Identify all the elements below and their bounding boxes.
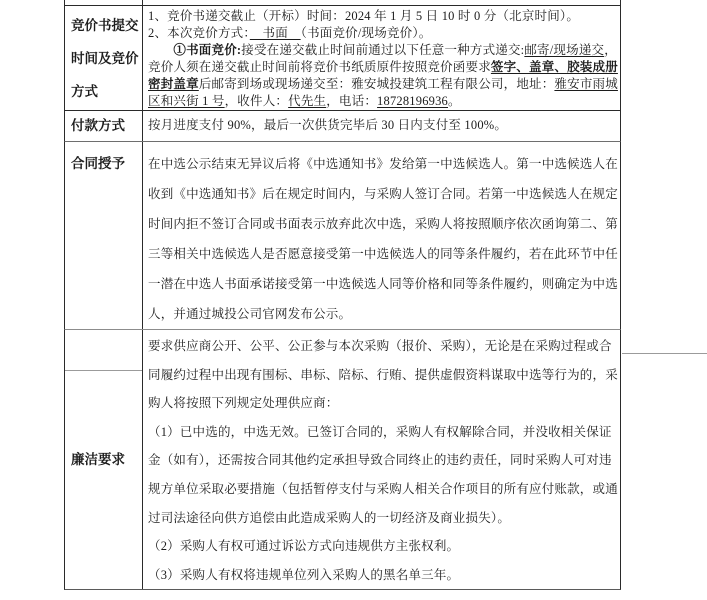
text-segment: 。 <box>448 94 461 108</box>
text-segment: （书面竞价/现场竞价）。 <box>300 26 432 40</box>
text-segment: 按月进度支付 90%，最后一次供货完毕后 30 日内支付至 100%。 <box>148 118 508 132</box>
row-label-cell <box>65 330 143 589</box>
text-line <box>148 117 618 134</box>
text-segment: 廉洁要求 <box>71 451 125 467</box>
table-row-payment-method <box>64 111 621 142</box>
text-segment: 时间内拒不签订合同或书面表示放弃此次中选，采购人将按照顺序依次函询第二、第 <box>148 217 618 231</box>
text-line <box>148 561 618 589</box>
text-segment: 方式 <box>71 83 98 99</box>
stub-content-cell <box>143 0 620 5</box>
row-content-cell <box>143 6 620 110</box>
text-segment: 人，并通过城投公司官网发布公示。 <box>148 307 352 321</box>
text-line <box>148 76 618 93</box>
text-segment: 邮寄/现场递交 <box>524 43 605 57</box>
text-segment: 一潜在中选人书面承诺接受第一中选候选人同等价格和同等条件履约，则确定为中选 <box>148 277 618 291</box>
text-line <box>148 93 618 110</box>
text-segment: 18728196936 <box>377 94 448 108</box>
text-segment: 区和兴街 1 号 <box>148 94 225 108</box>
text-line <box>71 452 125 468</box>
text-segment: 接受在递交截止时间前通过以下任意一种方式递交: <box>241 43 525 57</box>
document-table <box>64 0 621 590</box>
scan-artifact-line <box>622 353 707 354</box>
text-segment: 收到《中选通知书》后在规定时间内，与采购人签订合同。若第一中选候选人在规定 <box>148 187 618 201</box>
text-line <box>148 389 618 418</box>
text-segment: （3）采购人有权将违规单位列入采购人的黑名单三年。 <box>148 567 460 582</box>
text-line <box>148 8 618 25</box>
table-row-bid-submission <box>64 6 621 111</box>
text-line <box>148 269 618 299</box>
text-segment: 签字、盖章、胶装成册 <box>490 60 618 74</box>
text-line <box>71 9 139 42</box>
stub-label-cell <box>65 0 143 5</box>
text-segment: ，收件人： <box>224 94 289 108</box>
text-line <box>148 299 618 329</box>
row-content-cell <box>143 330 620 589</box>
text-segment: ， <box>604 43 617 57</box>
text-line <box>71 75 98 108</box>
table-row-integrity-requirements <box>64 330 621 590</box>
text-segment: ，电话： <box>326 94 378 108</box>
row-label-cell <box>65 6 143 110</box>
text-segment: 竞价人须在递交截止时间前将竞价书纸质原件按照竞价函要求 <box>148 60 491 74</box>
scan-artifact-line <box>65 370 142 371</box>
text-segment: 三等相关中选候选人是否愿意接受第一中选候选人的同等条件履约，若在此环节中任 <box>148 247 618 261</box>
text-segment: 后邮寄到场或现场递交至：雅安城投建筑工程有限公司，地址： <box>198 77 555 91</box>
text-line <box>148 25 618 42</box>
table-row-contract-award <box>64 142 621 330</box>
text-line <box>148 532 618 561</box>
row-label-cell <box>65 142 143 329</box>
text-line <box>148 59 618 76</box>
text-segment: 合同授予 <box>71 156 125 171</box>
text-segment: 同履约过程中出现有围标、串标、陪标、行贿、提供虚假资料谋取中选等行为的，采 <box>148 367 618 382</box>
text-line <box>148 42 618 59</box>
text-segment: 2、本次竞价方式： <box>148 26 250 40</box>
text-segment: 金（如有），还需按合同其他约定承担导致合同终止的违约责任，同时采购人可对违 <box>148 453 612 468</box>
text-line <box>148 418 618 447</box>
row-content-cell <box>143 142 620 329</box>
text-line <box>148 475 618 504</box>
text-segment: 过司法途径向供方追偿由此造成采购人的一切经济及商业损失）。 <box>148 510 511 525</box>
text-segment: 书面 <box>249 26 301 40</box>
text-segment: 1、竞价书递交截止（开标）时间：2024 年 1 月 5 日 10 时 0 分（北京时间）。 <box>148 9 580 23</box>
text-segment <box>148 43 173 57</box>
row-content-cell <box>143 111 620 141</box>
text-segment: 在中选公示结束无异议后将《中选通知书》发给第一中选候选人。第一中选候选人在 <box>148 157 618 171</box>
text-segment: 竞价书提交 <box>71 17 139 33</box>
text-segment: 规方单位采取必要措施（包括暂停支付与采购人相关合作项目的所有应付账款，或通 <box>148 481 618 496</box>
text-segment: 付款方式 <box>71 118 125 133</box>
text-line <box>148 209 618 239</box>
text-line <box>148 361 618 390</box>
text-segment: 代先生 <box>288 94 327 108</box>
text-segment: （1）已中选的，中选无效。已签订合同的，采购人有权解除合同，并没收相关保证 <box>148 424 612 439</box>
text-line <box>148 179 618 209</box>
text-line <box>71 118 125 134</box>
text-segment: 要求供应商公开、公平、公正参与本次采购（报价、采购），无论是在采购过程或合 <box>148 339 612 353</box>
text-segment: 时间及竞价 <box>71 50 139 66</box>
text-segment: 密封盖章 <box>148 77 199 91</box>
text-segment: 购人将按照下列规定处理供应商： <box>148 396 339 411</box>
text-segment: 雅安市雨城 <box>554 77 618 91</box>
text-line <box>148 332 618 361</box>
text-segment: ①书面竞价: <box>173 43 242 57</box>
row-label-cell <box>65 111 143 141</box>
text-line <box>148 149 618 179</box>
text-line <box>148 504 618 533</box>
text-line <box>148 446 618 475</box>
text-line <box>71 156 125 172</box>
text-segment: （2）采购人有权可通过诉讼方式向违规供方主张权利。 <box>148 539 460 554</box>
text-line <box>148 239 618 269</box>
text-line <box>71 42 139 75</box>
